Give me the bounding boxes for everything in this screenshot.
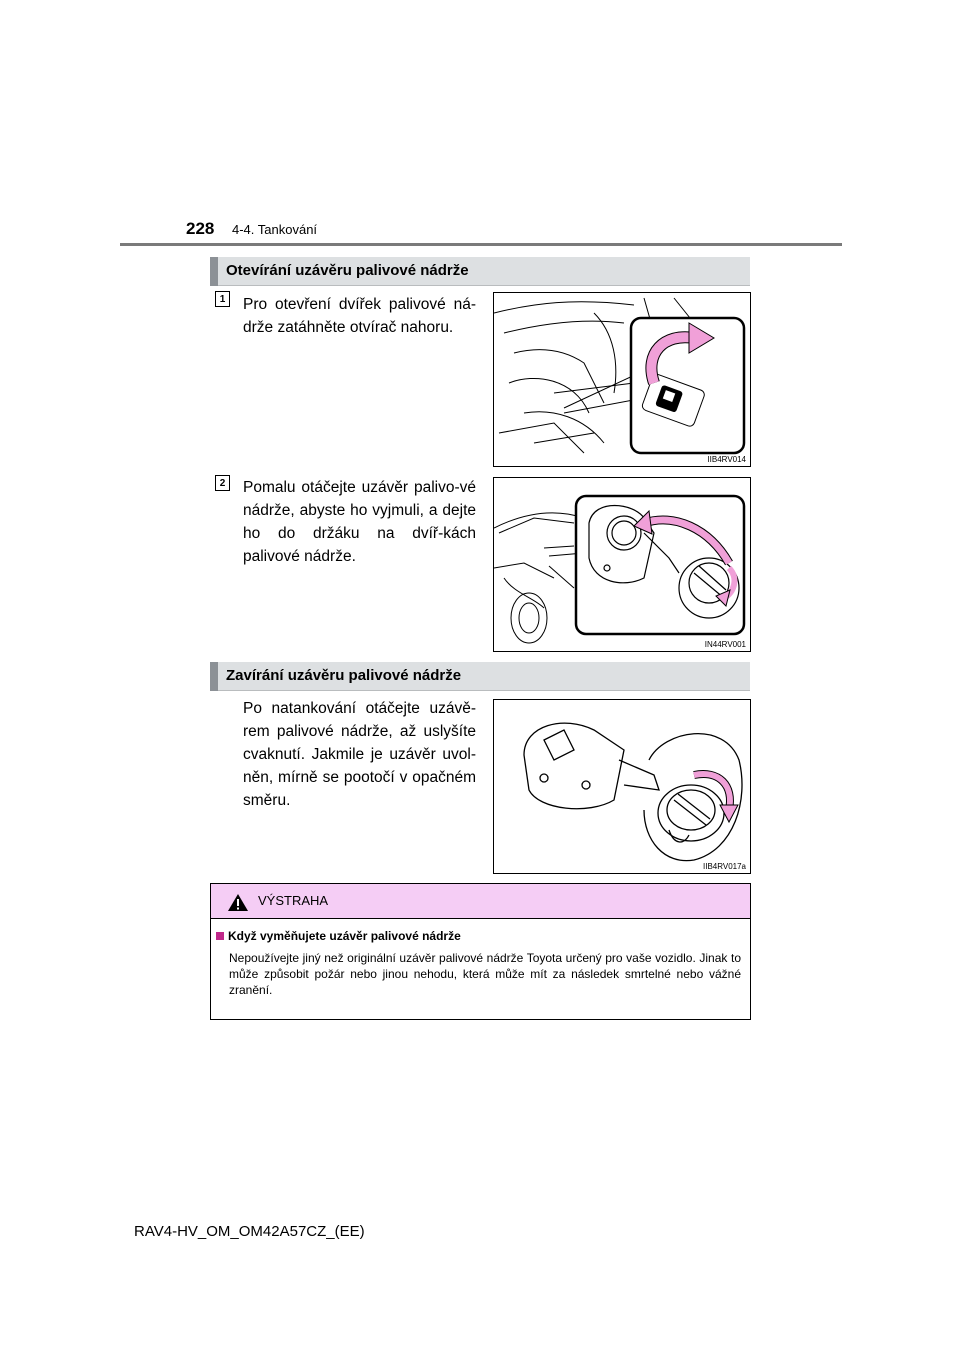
bullet-square-icon bbox=[216, 932, 224, 940]
page-number: 228 bbox=[186, 219, 215, 238]
warning-icon bbox=[227, 893, 249, 912]
figure-code: IN44RV001 bbox=[704, 640, 746, 649]
heading-bar bbox=[210, 662, 218, 691]
heading-opening-text: Otevírání uzávěru palivové nádrže bbox=[226, 262, 469, 279]
section-heading-opening bbox=[210, 257, 750, 286]
figure-code: IIB4RV017a bbox=[703, 862, 746, 871]
header-divider bbox=[120, 243, 842, 246]
opener-illustration bbox=[494, 293, 750, 466]
warning-title-text: Když vyměňujete uzávěr palivové nádrže bbox=[228, 929, 461, 943]
step-1-badge: 1 bbox=[215, 291, 230, 307]
figure-code: IIB4RV014 bbox=[707, 455, 746, 464]
step-2-badge: 2 bbox=[215, 475, 230, 491]
warning-body: Nepoužívejte jiný než originální uzávěr palivové nádrže Toyota určený pro vaše vozidlo. Jinak to může způsobit požár nebo jinou nehodu, která může mít za následek smrtelné nebo vážné zranění. bbox=[229, 951, 741, 997]
section-title: 4-4. Tankování bbox=[232, 222, 318, 237]
close-cap-illustration bbox=[494, 700, 750, 873]
warning-label: VÝSTRAHA bbox=[258, 893, 329, 908]
figure-close-cap bbox=[493, 699, 751, 874]
closing-text: Po natankování otáčejte uzávě-rem palivové nádrže, až uslyšíte cvaknutí. Jakmile je uzávěr uvol-něn, mírně se pootočí v opačném směru. bbox=[243, 700, 476, 809]
warning-box bbox=[210, 883, 751, 1020]
heading-bar bbox=[210, 257, 218, 286]
warning-header bbox=[211, 884, 750, 919]
step-2-text: Pomalu otáčejte uzávěr palivo-vé nádrže, abyste ho vyjmuli, a dejte ho do držáku na dvíř-kách palivové nádrže. bbox=[243, 479, 476, 565]
section-heading-closing bbox=[210, 662, 750, 691]
warning-title bbox=[216, 929, 461, 943]
figure-fuel-door-opener bbox=[493, 292, 751, 467]
figure-remove-cap bbox=[493, 477, 751, 652]
step-1-text: Pro otevření dvířek palivové ná-drže zatáhněte otvírač nahoru. bbox=[243, 296, 476, 336]
footer-doc-code: RAV4-HV_OM_OM42A57CZ_(EE) bbox=[134, 1223, 365, 1240]
remove-cap-illustration bbox=[494, 478, 750, 651]
heading-closing-text: Zavírání uzávěru palivové nádrže bbox=[226, 667, 462, 684]
